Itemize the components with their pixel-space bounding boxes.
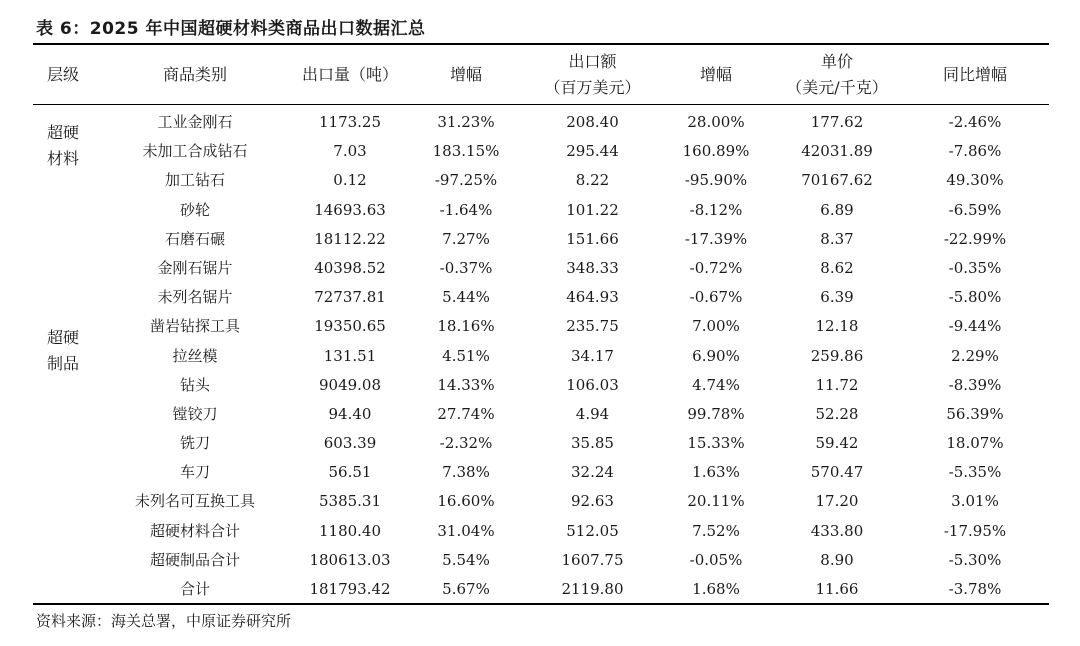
cell-value-growth: -0.72% <box>689 258 743 277</box>
cell-volume: 9049.08 <box>318 375 382 394</box>
cell-value: 512.05 <box>566 521 619 540</box>
cell-value: 348.33 <box>566 258 619 277</box>
cell-volume-growth: 31.23% <box>437 113 495 131</box>
table-row <box>0 254 1080 283</box>
tier-label-materials: 超硬 材料 <box>46 123 79 168</box>
cell-category: 超硬材料合计 <box>149 521 240 540</box>
cell-value: 208.40 <box>566 113 619 131</box>
cell-price: 6.39 <box>820 288 854 307</box>
cell-category: 合计 <box>179 580 210 598</box>
header-volume-growth: 增幅 <box>449 64 482 84</box>
cell-price-yoy: 49.30% <box>946 171 1004 190</box>
cell-value-growth: 4.74% <box>692 375 740 394</box>
table-row <box>0 137 1080 166</box>
table-bottom-rule <box>33 603 1049 605</box>
tier-label-products: 超硬 制品 <box>46 328 79 373</box>
cell-volume: 40398.52 <box>314 258 386 277</box>
table-row <box>0 487 1080 516</box>
cell-price: 8.90 <box>820 550 854 569</box>
header-value-growth: 增幅 <box>699 64 732 84</box>
cell-volume: 603.39 <box>323 434 377 453</box>
table-row <box>0 575 1080 604</box>
cell-category: 超硬制品合计 <box>149 550 240 569</box>
cell-value-growth: -0.67% <box>689 288 743 307</box>
cell-volume: 180613.03 <box>309 550 391 569</box>
cell-value-growth: 7.52% <box>692 521 740 540</box>
cell-price-yoy: -0.35% <box>948 258 1002 277</box>
cell-volume: 18112.22 <box>314 229 386 248</box>
cell-price: 570.47 <box>810 463 864 482</box>
header-rule <box>33 104 1049 105</box>
cell-volume-growth: 7.38% <box>442 463 490 482</box>
cell-volume-growth: 4.51% <box>442 346 490 365</box>
cell-category: 拉丝模 <box>172 346 218 365</box>
table-row <box>0 108 1080 137</box>
cell-value: 4.94 <box>575 404 610 423</box>
cell-value: 8.22 <box>575 171 610 190</box>
cell-value-growth: -0.05% <box>689 550 743 569</box>
cell-price-yoy: -5.30% <box>948 550 1002 569</box>
cell-price-yoy: 3.01% <box>951 492 999 511</box>
cell-volume: 131.51 <box>323 346 377 365</box>
table-row <box>0 546 1080 575</box>
table-row <box>0 283 1080 312</box>
header-category: 商品类别 <box>162 64 227 84</box>
cell-price-yoy: 18.07% <box>946 434 1004 453</box>
table-body <box>0 108 1080 604</box>
cell-price-yoy: -5.80% <box>948 288 1002 307</box>
cell-value-growth: 99.78% <box>687 404 745 423</box>
cell-category: 加工钻石 <box>164 171 225 190</box>
cell-price: 259.86 <box>810 346 864 365</box>
cell-price: 42031.89 <box>801 142 873 161</box>
cell-category: 未列名可互换工具 <box>134 492 255 511</box>
cell-volume-growth: 7.27% <box>442 229 490 248</box>
header-value: 出口额 （百万美元） <box>544 51 641 97</box>
cell-volume: 72737.81 <box>314 288 386 307</box>
cell-price: 59.42 <box>815 434 859 453</box>
cell-price-yoy: -17.95% <box>943 521 1007 540</box>
cell-price: 177.62 <box>810 113 864 131</box>
cell-value-growth: 1.68% <box>692 580 740 598</box>
header-volume: 出口量（吨） <box>301 64 398 84</box>
cell-value-growth: 1.63% <box>692 463 740 482</box>
cell-price: 433.80 <box>810 521 864 540</box>
cell-price-yoy: -9.44% <box>948 317 1002 336</box>
table-row <box>0 429 1080 458</box>
cell-value-growth: -17.39% <box>684 229 748 248</box>
cell-value-growth: -8.12% <box>689 200 743 219</box>
cell-value-growth: 28.00% <box>687 113 745 131</box>
cell-value: 106.03 <box>566 375 619 394</box>
cell-volume: 1180.40 <box>318 521 382 540</box>
cell-value: 151.66 <box>566 229 619 248</box>
cell-value-growth: 7.00% <box>692 317 740 336</box>
cell-volume-growth: 5.67% <box>442 580 490 598</box>
cell-volume-growth: -2.32% <box>439 434 493 453</box>
cell-category: 镗铰刀 <box>172 404 218 423</box>
table-row <box>0 312 1080 341</box>
cell-price-yoy: -8.39% <box>948 375 1002 394</box>
cell-volume-growth: -97.25% <box>434 171 498 190</box>
cell-value: 34.17 <box>571 346 614 365</box>
cell-volume-growth: 27.74% <box>437 404 495 423</box>
cell-price: 12.18 <box>815 317 859 336</box>
cell-price-yoy: -7.86% <box>948 142 1002 161</box>
header-price-yoy: 同比增幅 <box>942 64 1007 84</box>
cell-volume: 56.51 <box>328 463 372 482</box>
cell-volume: 94.40 <box>328 404 372 423</box>
cell-volume: 14693.63 <box>314 200 386 219</box>
cell-category: 工业金刚石 <box>157 113 233 131</box>
cell-volume-growth: -0.37% <box>439 258 493 277</box>
cell-volume-growth: 31.04% <box>437 521 495 540</box>
cell-price: 8.37 <box>820 229 854 248</box>
cell-value: 1607.75 <box>561 550 624 569</box>
cell-value-growth: 15.33% <box>687 434 745 453</box>
cell-category: 车刀 <box>179 463 210 482</box>
cell-value: 295.44 <box>566 142 619 161</box>
header-price: 单价 （美元/千克） <box>786 51 888 97</box>
cell-value-growth: -95.90% <box>684 171 748 190</box>
cell-price-yoy: 2.29% <box>951 346 999 365</box>
cell-category: 凿岩钻探工具 <box>149 317 240 336</box>
cell-price: 11.72 <box>815 375 859 394</box>
cell-volume: 5385.31 <box>318 492 382 511</box>
cell-value-growth: 160.89% <box>682 142 750 161</box>
cell-category: 铣刀 <box>179 434 210 453</box>
cell-volume: 181793.42 <box>309 580 391 598</box>
cell-volume-growth: 5.44% <box>442 288 490 307</box>
cell-price-yoy: -3.78% <box>948 580 1002 598</box>
cell-price-yoy: -2.46% <box>948 113 1002 131</box>
cell-price-yoy: -5.35% <box>948 463 1002 482</box>
table-row <box>0 342 1080 371</box>
cell-price-yoy: 56.39% <box>946 404 1004 423</box>
table-row <box>0 225 1080 254</box>
cell-category: 未列名锯片 <box>157 288 233 307</box>
cell-volume-growth: -1.64% <box>439 200 493 219</box>
table-row <box>0 371 1080 400</box>
cell-volume-growth: 14.33% <box>437 375 495 394</box>
cell-value: 35.85 <box>571 434 614 453</box>
cell-volume: 1173.25 <box>318 113 382 131</box>
table-title: 表 6：2025 年中国超硬材料类商品出口数据汇总 <box>36 19 426 39</box>
cell-value: 2119.80 <box>561 580 624 598</box>
cell-category: 钻头 <box>179 375 210 394</box>
cell-value: 92.63 <box>571 492 614 511</box>
cell-value-growth: 20.11% <box>687 492 745 511</box>
cell-category: 石磨石碾 <box>164 229 225 248</box>
cell-value: 101.22 <box>566 200 619 219</box>
cell-price-yoy: -22.99% <box>943 229 1007 248</box>
table-row <box>0 196 1080 225</box>
cell-price-yoy: -6.59% <box>948 200 1002 219</box>
cell-value: 464.93 <box>566 288 619 307</box>
cell-volume: 7.03 <box>333 142 367 161</box>
table-row <box>0 400 1080 429</box>
table-row <box>0 458 1080 487</box>
cell-price: 52.28 <box>815 404 859 423</box>
cell-category: 金刚石锯片 <box>157 258 233 277</box>
cell-value-growth: 6.90% <box>692 346 740 365</box>
cell-volume: 0.12 <box>333 171 367 190</box>
cell-price: 70167.62 <box>801 171 873 190</box>
cell-value: 235.75 <box>566 317 619 336</box>
cell-value: 32.24 <box>571 463 614 482</box>
cell-price: 17.20 <box>815 492 859 511</box>
table-row <box>0 517 1080 546</box>
cell-volume-growth: 183.15% <box>432 142 500 161</box>
source-note: 资料来源：海关总署，中原证券研究所 <box>36 612 292 630</box>
cell-price: 8.62 <box>820 258 854 277</box>
header-tier: 层级 <box>46 64 79 84</box>
table-row <box>0 166 1080 195</box>
cell-price: 11.66 <box>815 580 859 598</box>
cell-price: 6.89 <box>820 200 854 219</box>
cell-volume-growth: 18.16% <box>437 317 495 336</box>
cell-category: 砂轮 <box>179 200 210 219</box>
cell-category: 未加工合成钻石 <box>142 142 248 161</box>
cell-volume: 19350.65 <box>314 317 386 336</box>
cell-volume-growth: 5.54% <box>442 550 490 569</box>
cell-volume-growth: 16.60% <box>437 492 495 511</box>
